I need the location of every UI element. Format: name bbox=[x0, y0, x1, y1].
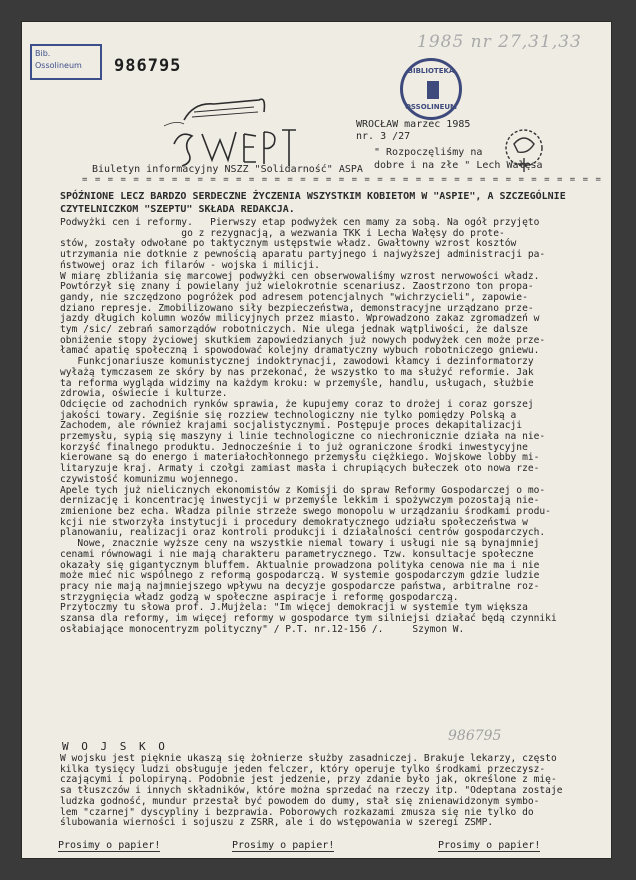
text-line: W wojsku jest pięknie ukaszą się żołnierze służby zasadniczej. Brakuje lekarzy, często bbox=[60, 753, 557, 764]
text-line: Przytoczmy tu słowa prof. J.Mujżela: "Im więcej demokracji w systemie tym większa bbox=[60, 602, 528, 614]
text-line: strzygnięcia władz godzą w społeczne aspiracje i reformę gospodarczą. bbox=[60, 591, 459, 603]
text-line: okazały się gigantycznym bluffem. Aktualnie prowadzona polityka cenowa nie ma i nie bbox=[60, 559, 540, 571]
greeting-line-1: SPÓŹNIONE LECZ BARDZO SERDECZNE ŻYCZENIA WSZYSTKIM KOBIETOM W "ASPIE", A SZCZEGÓLNIE bbox=[60, 191, 566, 202]
quote-line-2: dobre i na złe " Lech Wałęsa bbox=[374, 160, 543, 171]
library-stamp-line2: Ossolineum bbox=[35, 61, 82, 70]
text-line: gandy, nie szczędzono pogróżek pod adresem potencjalnych "wichrzycieli", zapowie- bbox=[60, 291, 528, 303]
greeting-line-2: CZYTELNICZKOM "SZEPTU" SKŁADA REDAKCJA. bbox=[60, 204, 295, 215]
text-line: Funkcjonariusze komunistycznej indoktrynacji, zawodowi kłamcy i dezinformatorzy bbox=[60, 356, 534, 368]
text-line: czywistość komunizmu wojennego. bbox=[60, 473, 240, 485]
text-line: stów, zostały odwołane po taktycznym ustępstwie władz. Gwałtowny wzrost kosztów bbox=[60, 238, 517, 250]
text-line: wyłażą tymczasem ze skóry by nas przekonać, że wszystko to ma służyć reformie. Jak bbox=[60, 366, 534, 378]
text-line: jazdy długich kolumn wozów milicyjnych przez miasto. Wprowadzono zakaz zgromadzeń w bbox=[60, 313, 540, 325]
text-line: osłabiające monocentryzm polityczny" / P.T. nr.12-156 /. Szymon W. bbox=[60, 623, 465, 635]
text-line: Podwyżki cen i reformy. Pierwszy etap podwyżek cen mamy za sobą. Na ogół przyjęto bbox=[60, 217, 540, 228]
text-line: planowaniu, realizacji oraz kontroli produkcji i działalności centrów gospodarczych. bbox=[60, 527, 546, 539]
text-line: utrzymania nie dotknie z pewnością aparatu partyjnego i najwyższej administracji pa- bbox=[60, 249, 546, 261]
text-line: ta reforma wygląda widzimy na każdym kroku: w przemyśle, handlu, usługach, służbie bbox=[60, 377, 534, 389]
text-line: czającymi i polopiryną. Podobnie jest jedzenie, przy zdanie było jak, określone z mię- bbox=[60, 774, 557, 786]
issue-number: nr. 3 /27 bbox=[356, 131, 411, 142]
ossolineum-stamp-top: BIBLIOTEKA bbox=[407, 67, 455, 75]
text-line: Nowe, znacznie wyższe ceny na wszystkie niemal towary i usługi nie są bynajmniej bbox=[60, 538, 540, 550]
text-line: W miarę zbliżania się marcowej podwyżki cen obserwowaliśmy wzrost nerwowości władz. bbox=[60, 270, 540, 282]
text-line: kcji nie stworzyła instytucji i procedury demokratycznego udziału społeczeństwa w bbox=[60, 516, 528, 528]
szept-logo-icon bbox=[154, 82, 304, 174]
text-line: kierowane są do energo i materiałochłonnego przemysłu ciężkiego. Wojskowe lobby mi- bbox=[60, 452, 540, 464]
text-line: ślubowania wierności i sojuszu z ZSRR, ale i do wstępowania w szeregi ZSMP. bbox=[60, 817, 494, 829]
footer-appeal-3: Prosimy o papier! bbox=[438, 840, 541, 851]
text-line: cenami równowagi i nie mają charakteru parametrycznego. Tzw. konsultacje społeczne bbox=[60, 548, 534, 560]
text-line: dernizację i koncentrację inwestycji w przemyśle lekkim i spożywczym pozostają nie- bbox=[60, 495, 540, 507]
text-line: dziano represje. Zmobilizowano siły bezpieczeństwa, demonstracyjne urządzano prze- bbox=[60, 302, 534, 314]
text-line: ludzka godność, mundur przestał być powodem do dumy, stał się znienawidzonym symbo- bbox=[60, 795, 540, 807]
text-line: kilka tysięcy ludzi obsługuje jeden felczer, który operuje tylko środkami przeczysz- bbox=[60, 763, 546, 775]
library-stamp-line1: Bib. bbox=[35, 49, 51, 58]
round-seal-icon bbox=[500, 124, 548, 176]
quote-line-1: " Rozpoczęliśmy na bbox=[374, 147, 483, 158]
article-body bbox=[60, 218, 605, 635]
text-line: przemysłu, sypią się maszyny i linie technologiczne co niechronicznie działa na nie- bbox=[60, 431, 546, 443]
wojsko-body bbox=[60, 754, 605, 829]
text-line: Odcięcie od zachodnich rynków sprawia, że kupujemy coraz to drożej i coraz gorszej bbox=[60, 398, 534, 410]
ossolineum-stamp-bottom: OSSOLINEUM bbox=[404, 103, 458, 111]
text-line: Powtórzył się znany i powielany już wielokrotnie scenariusz. Zaostrzono ton propa- bbox=[60, 281, 534, 293]
text-line: obniżenie stopy życiowej skutkiem zapowiedzianych już nowych podwyżek cen może prze- bbox=[60, 334, 546, 346]
text-line: tym /sic/ zebrań samorządów robotniczych. Nie ulega jednak wątpliwości, że dalsze bbox=[60, 324, 528, 336]
text-line: Apele tych już nielicznych ekonomistów z Komisji do spraw Reformy Gospodarczej o mo- bbox=[60, 484, 546, 496]
ossolineum-emblem-icon bbox=[427, 81, 439, 99]
text-line: łamać apatię społeczną i spowodować kolejny dramatyczny wybuch robotniczego gniewu. bbox=[60, 345, 540, 357]
footer-appeal-2: Prosimy o papier! bbox=[232, 840, 335, 851]
text-line: korzyść finalnego produktu. Jednocześnie i to już ograniczone środki inwestycyjne bbox=[60, 441, 528, 453]
publisher-line: Biuletyn informacyjny NSZZ "Solidarność" ASPA bbox=[92, 164, 363, 175]
text-line: może mieć nic wspólnego z reformą gospodarczą. W systemie gospodarczym gdzie ludzie bbox=[60, 570, 540, 582]
greeting-heading bbox=[60, 190, 600, 216]
text-line: ństwowej oraz ich filarów - wojska i milicji. bbox=[60, 259, 320, 271]
text-line: zdrowia, oświecie i kulturze. bbox=[60, 388, 228, 400]
text-line: pracy nie mają najmniejszego wpływu na decyzje gospodarcze państwa, arbitralne roz- bbox=[60, 580, 540, 592]
text-line: jakości towary. Zegiśnie się rozziew technologiczny nie tylko pomiędzy Polską a bbox=[60, 409, 517, 421]
text-line: lem "czarnej" dyscypliny i bezprawia. Poborowych rozkazami zmusza się nie tylko do bbox=[60, 806, 534, 818]
text-line: go z rezygnacją, a wezwania TKK i Lecha Wałęsy do prote- bbox=[60, 227, 505, 239]
separator-line: = = = = = = = = = = = = = = = = = = = = = = = = = = = = = = = = = = = = = = = = = bbox=[82, 175, 602, 185]
text-line: litaryzuje kraj. Armaty i czołgi zamiast masła i chrupiących bułeczek oto nowa rze- bbox=[60, 463, 540, 475]
ossolineum-stamp bbox=[400, 58, 462, 120]
library-stamp bbox=[30, 44, 102, 80]
section-heading-wojsko: W O J S K O bbox=[62, 740, 168, 753]
text-line: sa tłuszczów i innych składników, które można sprzedać na rzeczy itp. "Odeptana zostaje bbox=[60, 785, 563, 797]
footer-appeal-1: Prosimy o papier! bbox=[58, 840, 161, 851]
text-line: zmienione bez echa. Władza pilnie strzeże swego monopolu w urządzaniu środkami produ- bbox=[60, 505, 551, 517]
document-page bbox=[22, 22, 611, 858]
text-line: szansa dla reformy, im więcej reformy w gospodarce tym silniejsi działać będą czynniki bbox=[60, 613, 557, 625]
text-line: Zachodem, ale również krajami socjalistycznymi. Postępuje proces dekapitalizacji bbox=[60, 420, 523, 432]
pencil-note-top: 1985 nr 27,31,33 bbox=[417, 32, 582, 52]
place-date: WROCŁAW marzec 1985 bbox=[356, 119, 471, 130]
inventory-number: 986795 bbox=[114, 56, 182, 76]
pencil-note-mid: 986795 bbox=[448, 728, 502, 744]
